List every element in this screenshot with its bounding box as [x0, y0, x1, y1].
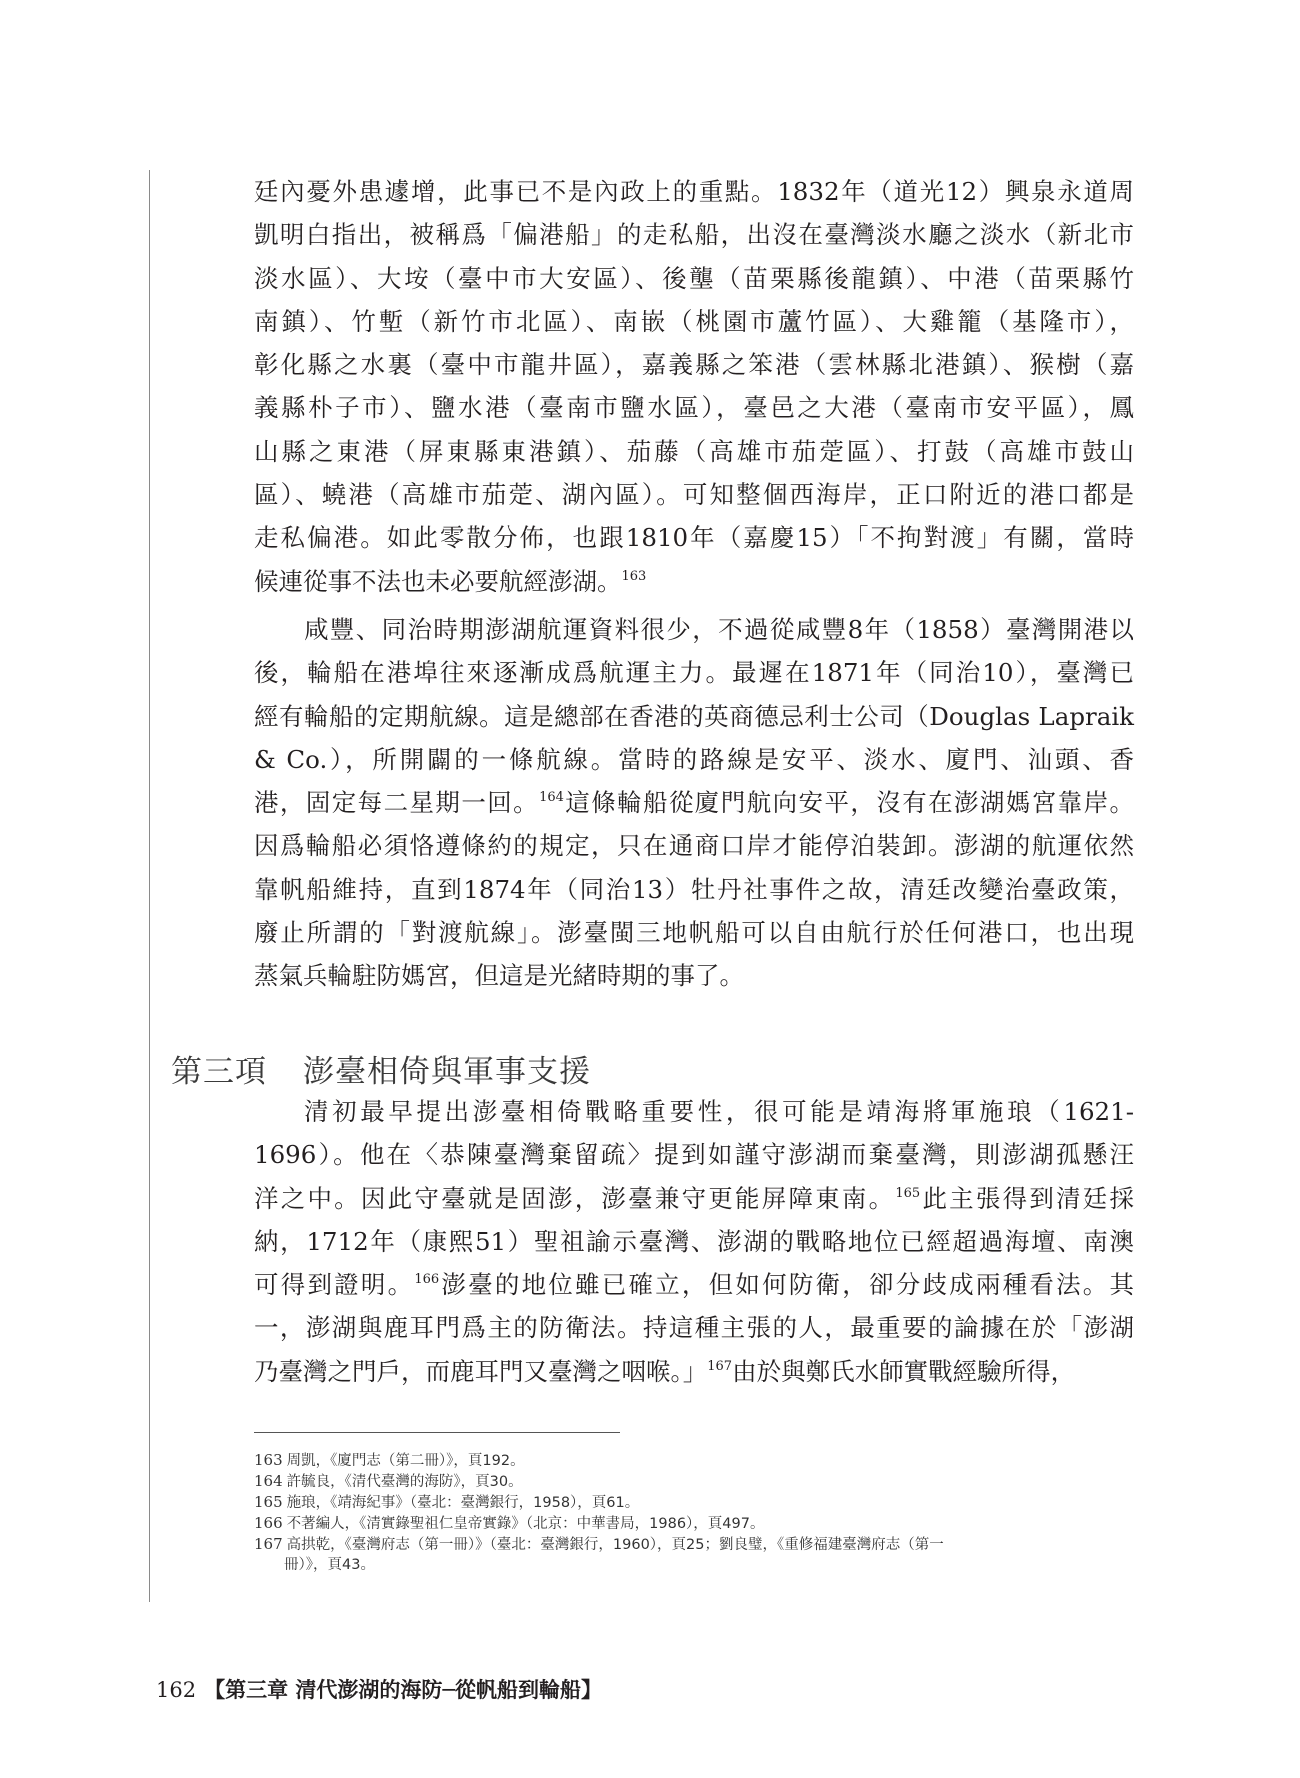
- footnote-text: 許毓良，《清代臺灣的海防》，頁30。: [286, 1474, 523, 1490]
- footnote-164: [254, 1471, 1134, 1492]
- footnote-text: 不著編人，《清實錄聖祖仁皇帝實錄》（北京：中華書局，1986），頁497。: [286, 1516, 765, 1532]
- text-run: 因爲輪船必須恪遵條約的規定，只在通商口岸才能停泊裝卸。澎湖的航運依然: [254, 831, 1134, 861]
- body-paragraph-2: [254, 608, 1134, 998]
- text-line: [254, 213, 1134, 256]
- footnote-text: 周凱，《廈門志（第二冊）》，頁192。: [286, 1453, 525, 1469]
- text-run: 納，1712年（康熙51）聖祖諭示臺灣、澎湖的戰略地位已經超過海壇、南澳: [254, 1226, 1134, 1256]
- text-run: 廢止所謂的「對渡航線」。澎臺閩三地帆船可以自由航行於任何港口，也出現: [254, 918, 1134, 948]
- text-line: [254, 300, 1134, 343]
- text-run: 走私偏港。如此零散分佈，也跟1810年（嘉慶15）「不拘對渡」有關，當時: [254, 523, 1134, 553]
- text-run: 義縣朴子市）、鹽水港（臺南市鹽水區），臺邑之大港（臺南市安平區），鳳: [254, 393, 1134, 423]
- text-run: 候連從事不法也未必要航經澎湖。: [254, 566, 622, 596]
- text-run: 區）、蟯港（高雄市茄萣、湖內區）。可知整個西海岸，正口附近的港口都是: [254, 480, 1134, 510]
- footnote-reference: 165: [895, 1185, 921, 1201]
- footnote-167: [254, 1534, 1134, 1575]
- text-run: 可得到證明。: [254, 1270, 415, 1300]
- section-number: 第三項: [171, 1054, 267, 1090]
- footnote-reference: 167: [707, 1358, 733, 1374]
- text-run: 廷內憂外患遽增，此事已不是內政上的重點。1832年（道光12）興泉永道周: [254, 177, 1134, 206]
- text-line: [254, 386, 1134, 429]
- footnote-reference: 166: [414, 1272, 440, 1288]
- text-line: [254, 738, 1134, 781]
- text-line: [254, 1177, 1134, 1220]
- text-run: 由於與鄭氏水師實戰經驗所得，: [732, 1356, 1076, 1386]
- text-run: & Co.），所開闢的一條航線。當時的路線是安平、淡水、廈門、汕頭、香: [254, 744, 1134, 774]
- text-run: 凱明白指出，被稱爲「偏港船」的走私船，出沒在臺灣淡水廳之淡水（新北市: [254, 220, 1134, 250]
- text-run: 咸豐、同治時期澎湖航運資料很少，不過從咸豐8年（1858）臺灣開港以: [304, 615, 1134, 644]
- footnote-number: 164: [254, 1472, 283, 1490]
- text-line: [254, 695, 1134, 738]
- text-run: 淡水區）、大垵（臺中市大安區）、後壟（苗栗縣後龍鎮）、中港（苗栗縣竹: [254, 263, 1134, 293]
- text-line: [254, 781, 1134, 824]
- footnote-separator: [254, 1432, 620, 1433]
- text-line: [254, 1133, 1134, 1176]
- footnote-reference: 164: [539, 790, 564, 806]
- body-paragraph-3: [254, 1090, 1134, 1393]
- text-line: [254, 911, 1134, 954]
- text-run: 清初最早提出澎臺相倚戰略重要性，很可能是靖海將軍施琅（1621-: [304, 1097, 1134, 1126]
- text-run: 後，輪船在港埠往來逐漸成爲航運主力。最遲在1871年（同治10），臺灣已: [254, 658, 1134, 688]
- footnote-text-continued: 冊）》，頁43。: [284, 1557, 375, 1573]
- text-line: [254, 824, 1134, 867]
- text-run: 港，固定每二星期一回。: [254, 788, 540, 818]
- footnote-reference: 163: [621, 568, 647, 584]
- text-line: [254, 170, 1134, 213]
- margin-rule: [149, 170, 150, 1602]
- footnote-number: 165: [254, 1493, 283, 1511]
- footnote-165: [254, 1492, 1134, 1513]
- page-footer: [156, 1674, 602, 1704]
- text-run: 這條輪船從廈門航向安平，沒有在澎湖媽宮靠岸。: [563, 788, 1135, 818]
- running-chapter-title: 【第三章 清代澎湖的海防─從帆船到輪船】: [204, 1677, 603, 1702]
- section-title: 澎臺相倚與軍事支援: [303, 1054, 591, 1090]
- footnote-text: 高拱乾，《臺灣府志（第一冊）》（臺北：臺灣銀行，1960），頁25；劉良璧，《重修福建臺灣府志（第一: [286, 1537, 944, 1553]
- text-line: [254, 954, 1134, 997]
- text-run: 一，澎湖與鹿耳門爲主的防衛法。持這種主張的人，最重要的論據在於「澎湖: [254, 1313, 1134, 1343]
- text-line: [254, 343, 1134, 386]
- text-line: [254, 608, 1134, 651]
- text-line: [254, 257, 1134, 300]
- text-line: [254, 1306, 1134, 1349]
- text-run: 山縣之東港（屏東縣東港鎮）、茄藤（高雄市茄萣區）、打鼓（高雄市鼓山: [254, 436, 1134, 466]
- text-line: [254, 1263, 1134, 1306]
- text-run: 靠帆船維持，直到1874年（同治13）牡丹社事件之故，清廷改變治臺政策，: [254, 874, 1134, 904]
- page-number: 162: [156, 1678, 197, 1702]
- text-run: 蒸氣兵輪駐防媽宮，但這是光緒時期的事了。: [254, 961, 744, 991]
- section-heading: [171, 1046, 591, 1091]
- footnote-number: 167: [254, 1535, 283, 1553]
- text-run: 此主張得到清廷採: [920, 1183, 1135, 1213]
- footnotes: [254, 1450, 1134, 1575]
- footnote-163: [254, 1450, 1134, 1471]
- text-line: [254, 868, 1134, 911]
- text-line: [254, 1220, 1134, 1263]
- footnote-number: 163: [254, 1451, 283, 1469]
- text-run: 乃臺灣之門戶，而鹿耳門又臺灣之咽喉。」: [254, 1356, 708, 1386]
- text-run: 澎臺的地位雖已確立，但如何防衛，卻分歧成兩種看法。其: [439, 1270, 1135, 1300]
- text-line: [254, 651, 1134, 694]
- text-run: 1696）。他在〈恭陳臺灣棄留疏〉提到如謹守澎湖而棄臺灣，則澎湖孤懸汪: [254, 1140, 1134, 1170]
- text-run: 經有輪船的定期航線。這是總部在香港的英商德忌利士公司（Douglas Lapraik: [254, 701, 1134, 731]
- text-run: 彰化縣之水裏（臺中市龍井區），嘉義縣之笨港（雲林縣北港鎮）、猴樹（嘉: [254, 350, 1134, 380]
- text-line: [254, 430, 1134, 473]
- body-paragraph-1: [254, 170, 1134, 603]
- footnote-166: [254, 1513, 1134, 1534]
- text-line: [254, 473, 1134, 516]
- text-line: [254, 516, 1134, 559]
- text-run: 南鎮）、竹塹（新竹市北區）、南嵌（桃園市蘆竹區）、大雞籠（基隆市），: [254, 306, 1134, 336]
- text-run: 洋之中。因此守臺就是固澎，澎臺兼守更能屏障東南。: [254, 1183, 896, 1213]
- text-line: [254, 1090, 1134, 1133]
- text-line: [254, 560, 1134, 603]
- footnote-text: 施琅，《靖海紀事》（臺北：臺灣銀行，1958），頁61。: [286, 1495, 640, 1511]
- footnote-number: 166: [254, 1514, 283, 1532]
- text-line: [254, 1350, 1134, 1393]
